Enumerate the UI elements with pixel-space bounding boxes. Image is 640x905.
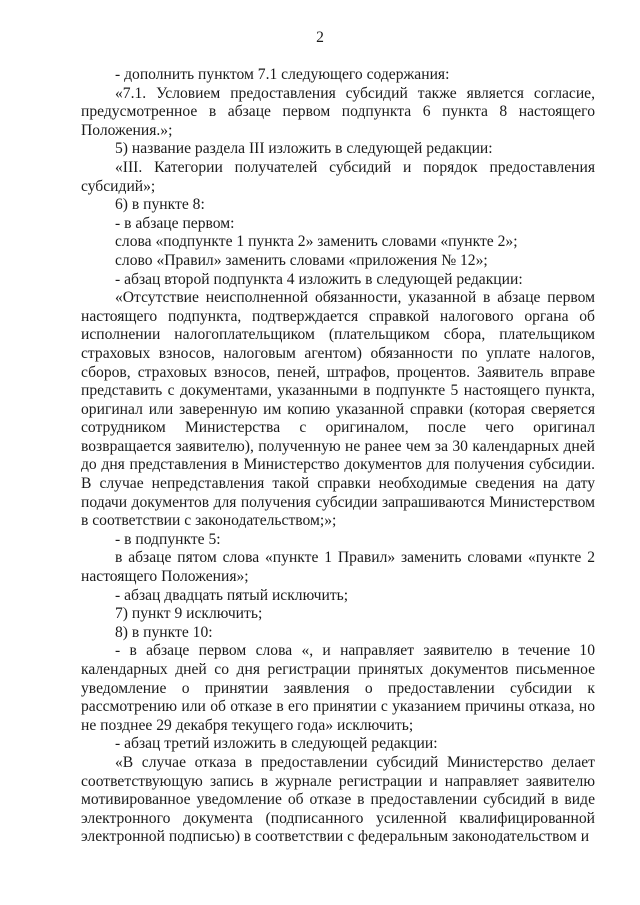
document-body [81,66,595,847]
paragraph-subitem-5: - в подпункте 5: [115,530,221,548]
paragraph-third-subparagraph: - абзац третий изложить в следующей редакции: [115,735,438,753]
paragraph-point-7-1-text: «7.1. Условием предоставления субсидий также является согласие, предусмотренное в абзаце первом подпункта 6 пункта 8 настоящего Положения.»; [81,84,595,139]
page-number: 2 [316,29,324,46]
paragraph-subitem-5-text: в абзаце пятом слова «пункте 1 Правил» заменить словами «пункте 2 настоящего Положения»; [81,549,595,586]
paragraph-subitem-4-text: «Отсутствие неисполненной обязанности, указанной в абзаце первом настоящего подпункта, подтверждается справкой налогового органа об исполнении налогоплательщиком (плательщиком сбора, плательщиком страховых взносов, налоговым агентом) обязанности по уплате налогов, сборов, страховых взносов, пеней, штрафов, процентов. Заявитель вправе представить с документами, указанными в подпункте 5 настоящего пункта, оригинал или заверенную им копию указанной справки (которая сверяется сотрудником Министерства с оригиналом, после чего оригинал возвращается заявителю), полученную не ранее чем за 30 календарных дней до дня представления в Министерство документов для получения субсидии. В случае непредставления такой справки необходимые сведения на дату подачи документов для получения субсидии запрашиваются Министерством в соответствии с законодательством;»; [81,289,595,530]
paragraph-item-5: 5) название раздела III изложить в следующей редакции: [115,140,493,158]
paragraph-replace-words-2: слово «Правил» заменить словами «приложения № 12»; [115,251,488,269]
paragraph-item-8-text: - в абзаце первом слова «, и направляет заявителю в течение 10 календарных дней со дня регистрации принятых документов письменное уведомление о принятии заявления о предоставлении субсидии к рассмотрению или об отказе в его принятии с указанием причины отказа, но не позднее 29 декабря текущего года» исключить; [81,642,595,734]
paragraph-item-7: 7) пункт 9 исключить; [115,605,263,623]
paragraph-add-point-7-1: - дополнить пунктом 7.1 следующего содержания: [115,66,450,83]
paragraph-subitem-4-intro: - абзац второй подпункта 4 изложить в следующей редакции: [115,270,523,288]
paragraph-section-iii-title: «III. Категории получателей субсидий и порядок предоставления субсидий»; [81,158,595,195]
paragraph-item-8: 8) в пункте 10: [115,623,213,641]
paragraph-first-subparagraph: - в абзаце первом: [115,214,235,232]
paragraph-replace-words-1: слова «подпункте 1 пункта 2» заменить словами «пункте 2»; [115,233,518,251]
paragraph-exclude-25th: - абзац двадцать пятый исключить; [115,586,349,604]
paragraph-item-6: 6) в пункте 8: [115,196,205,214]
paragraph-refusal-text: «В случае отказа в предоставлении субсидий Министерство делает соответствующую запись в журнале регистрации и направляет заявителю мотивированное уведомление об отказе в предоставлении субсидий в виде электронного документа (подписанного усиленной квалифицированной электронной подписью) в соответствии с федеральным законодательством и [81,753,595,846]
